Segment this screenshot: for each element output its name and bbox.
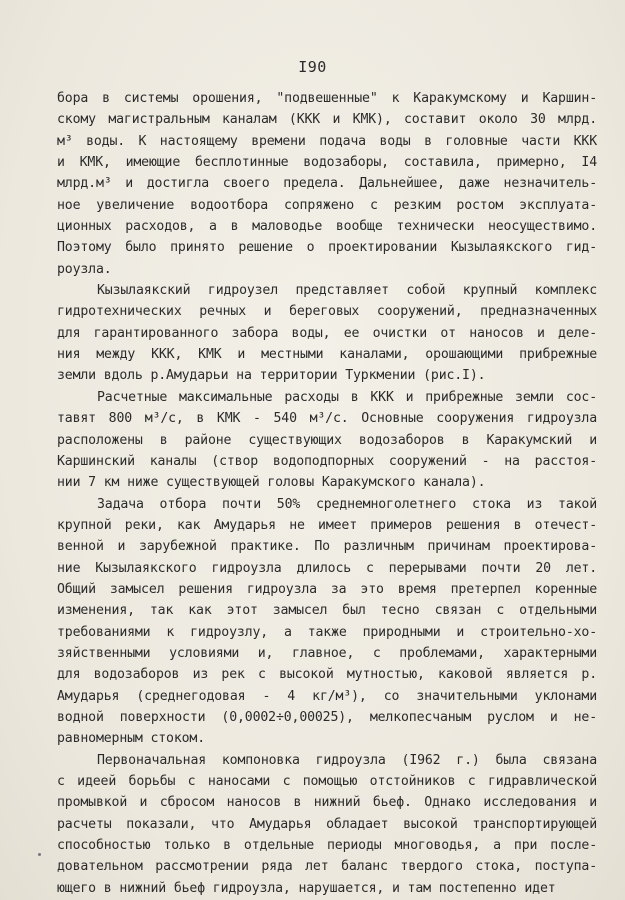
text-line: Каршинский каналы (створ водоподпорных сооружений - на расстоя-: [57, 453, 597, 469]
text-line: крупной реки, как Амударья не имеет примеров решения в отечест-: [57, 517, 597, 533]
text-line: водной поверхности (0,0002÷0,00025), мелкопесчаным руслом и не-: [57, 709, 597, 725]
paragraph: [57, 280, 597, 387]
text-line: млрд.м³ и достигла своего предела. Дальнейшее, даже незначитель-: [57, 176, 597, 192]
text-line: расчеты показали, что Амударья обладает высокой транспортирующей: [57, 816, 597, 832]
text-line: ние Кызылаякского гидроузла длилось с перерывами почти 20 лет.: [57, 560, 597, 576]
text-line: требованиями к гидроузлу, а также природными и строительно-хо-: [57, 624, 597, 640]
text-line: земли вдоль р.Амударьи на территории Туркмении (рис.I).: [57, 368, 486, 384]
text-line: Первоначальная компоновка гидроузла (I962 г.) была связана: [97, 752, 597, 768]
text-line: с идеей борьбы с наносами с помощью отстойников с гидравлической: [57, 774, 597, 789]
text-line: промывкой и сбросом наносов в нижний бьеф. Однако исследования и: [57, 795, 597, 811]
text-line: роузла.: [57, 261, 112, 277]
text-line: ния между ККК, КМК и местными каналами, орошающими прибрежные: [57, 347, 597, 363]
paragraph: [57, 387, 597, 494]
text-line: м³ воды. К настоящему времени подача воды в головные части ККК: [57, 133, 597, 149]
paragraph: [57, 494, 597, 750]
text-line: бора в системы орошения, "подвешенные" к Каракумскому и Каршин-: [57, 91, 597, 106]
text-line: Задача отбора почти 50% среднемноголетнего стока из такой: [97, 496, 597, 512]
text-line: для водозаборов из рек с высокой мутностью, каковой является р.: [57, 667, 597, 683]
text-line: нии 7 км ниже существующей головы Каракумского канала).: [57, 475, 486, 491]
text-line: Кызылаякский гидроузел представляет собой крупный комплекс: [97, 283, 597, 299]
text-line: для гарантированного забора воды, ее очистки от наносов и деле-: [57, 325, 597, 341]
text-line: ное увеличение водоотбора сопряжено с резким ростом эксплуата-: [57, 197, 597, 213]
paragraph: [57, 88, 597, 280]
text-line: способностью только в отдельные периоды многоводья, а при после-: [57, 838, 597, 854]
text-line: Общий замысел решения гидроузла за это время претерпел коренные: [57, 581, 597, 597]
text-line: тавят 800 м³/с, в КМК - 540 м³/с. Основные сооружения гидроузла: [57, 411, 597, 427]
text-line: зяйственными условиями и, главное, с проблемами, характерными: [57, 645, 597, 661]
text-line: изменения, так как этот замысел был тесно связан с отдельными: [57, 603, 597, 619]
text-line: и КМК, имеющие бесплотинные водозаборы, составила, примерно, I4: [57, 155, 597, 171]
text-line: ционных расходов, а в маловодье вообще технически неосуществимо.: [57, 219, 597, 235]
text-line: Расчетные максимальные расходы в ККК и прибрежные земли сос-: [97, 389, 597, 405]
text-line: венной и зарубежной практике. По различным причинам проектирова-: [57, 539, 597, 555]
text-body: [57, 88, 597, 899]
text-line: равномерным стоком.: [57, 731, 206, 747]
text-line: Поэтому было принято решение о проектировании Кызылаякского гид-: [57, 240, 597, 256]
text-line: довательном рассмотрении ряда лет баланс твердого стока, поступа-: [57, 859, 597, 875]
ink-speck: [38, 853, 41, 856]
paragraph: [57, 750, 597, 899]
text-line: ющего в нижний бьеф гидроузла, нарушается, и там постепенно идет: [57, 880, 556, 896]
text-line: скому магистральным каналам (ККК и КМК), составит около 30 млрд.: [57, 112, 597, 128]
text-line: гидротехнических речных и береговых сооружений, предназначенных: [57, 304, 597, 320]
text-line: расположены в районе существующих водозаборов в Каракумский и: [57, 432, 597, 448]
page-number: I90: [298, 58, 327, 76]
text-line: Амударья (среднегодовая - 4 кг/м³), со значительными уклонами: [57, 688, 597, 704]
